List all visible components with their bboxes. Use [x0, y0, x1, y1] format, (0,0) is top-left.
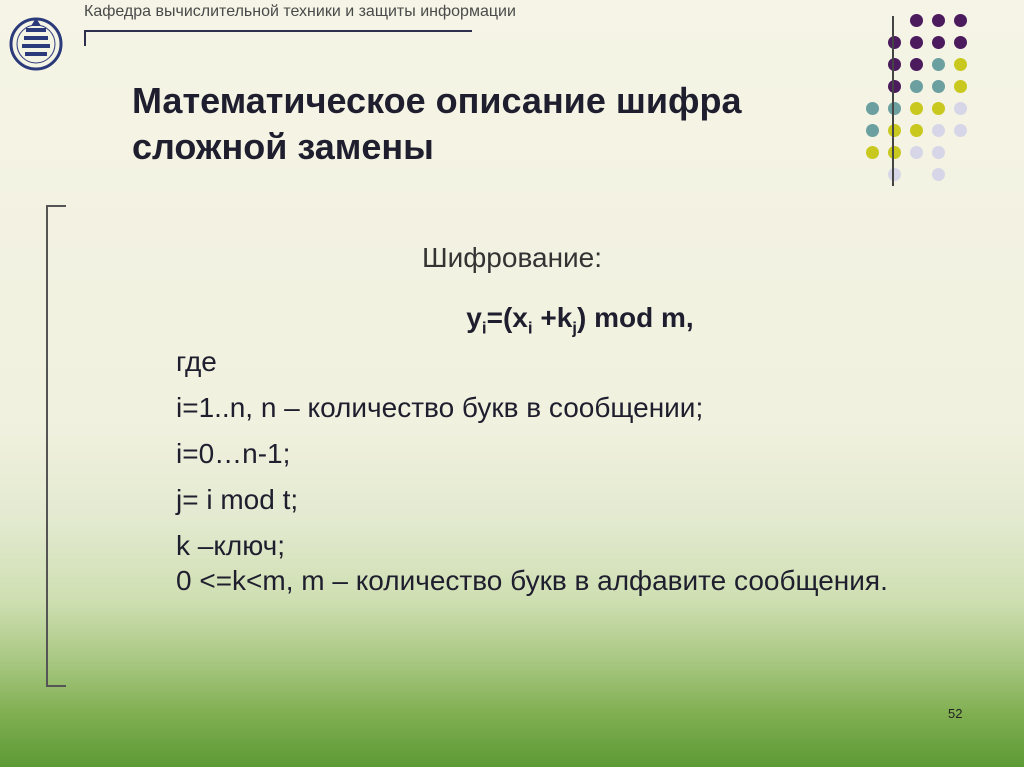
formula-y: y: [466, 302, 482, 333]
decorative-dot: [910, 14, 923, 27]
decorative-dot: [954, 102, 967, 115]
slide-title-line-1: Математическое описание шифра: [132, 80, 742, 121]
decorative-dot: [954, 14, 967, 27]
decorative-dot: [888, 58, 901, 71]
alphabet-definition: 0 <=k<m, m – количество букв в алфавите сообщения.: [176, 565, 888, 596]
decorative-dot: [932, 146, 945, 159]
decorative-dot: [932, 102, 945, 115]
decorative-dot: [932, 58, 945, 71]
definition-line: i=1..n, n – количество букв в сообщении;: [176, 392, 704, 423]
decorative-dot: [910, 58, 923, 71]
formula-sub-x: i: [527, 318, 533, 338]
decorative-dot: [910, 36, 923, 49]
decorative-dot: [932, 80, 945, 93]
formula-sub-k: j: [572, 318, 578, 338]
slide-title: [132, 78, 932, 170]
definition-line: i=0…n-1;: [176, 438, 291, 469]
content-bracket: [46, 205, 66, 687]
encryption-heading: Шифрование:: [421, 242, 603, 273]
decorative-dot: [954, 36, 967, 49]
formula-sub-y: i: [481, 318, 487, 338]
decorative-dot: [932, 124, 945, 137]
page-number: 52: [948, 706, 963, 721]
decorative-dot: [932, 168, 945, 181]
slide-title-line-2: сложной замены: [132, 126, 434, 167]
department-name: Кафедра вычислительной техники и защиты информации: [84, 3, 516, 20]
formula-close: ) mod m,: [577, 302, 694, 333]
encryption-formula: [0, 302, 1024, 339]
definition-line: k –ключ;: [176, 530, 286, 561]
header-rule-tick: [84, 30, 86, 46]
decorative-dot: [932, 36, 945, 49]
definition-line: j= i mod t;: [176, 484, 299, 515]
formula-eq-open: =(x: [486, 302, 528, 333]
decorative-dot: [954, 80, 967, 93]
formula-plus-k: +k: [532, 302, 573, 333]
decorative-dot: [932, 14, 945, 27]
definition-line: где: [176, 346, 217, 377]
decorative-dot: [954, 124, 967, 137]
university-logo: [8, 6, 64, 90]
decorative-dot: [954, 58, 967, 71]
decorative-dot: [888, 36, 901, 49]
header-rule: [84, 30, 472, 32]
